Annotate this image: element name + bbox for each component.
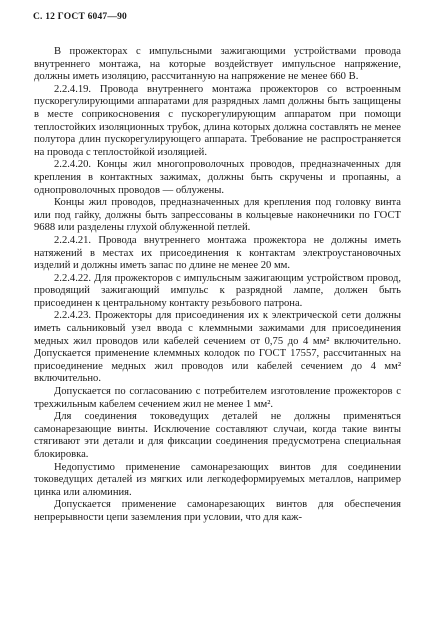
paragraph: 2.2.4.22. Для прожекторов с импульсным зажигающим устройством провод, проводящий зажигающий импульс к разрядной лампе, должен быть присоединен к центральному контакту резьбового патрона. [34,272,401,309]
paragraph: Допускается по согласованию с потребителем изготовление прожекторов с трехжильным кабелем сечением жил не менее 1 мм². [34,386,401,410]
paragraph: 2.2.4.21. Провода внутреннего монтажа прожектора не должны иметь натяжений в местах их присоединения к контактам электроустановочных изделий и должны иметь запас по длине не менее 20 мм. [34,234,401,272]
paragraph: В прожекторах с импульсными зажигающими устройствами провода внутреннего монтажа, на которые воздействует импульсное напряжение, должны иметь изоляцию, рассчитанную на напряжение не менее 660 В. [34,46,401,83]
paragraph: Допускается применение самонарезающих винтов для обеспечения непрерывности цепи заземления при условии, что для каж- [34,499,401,523]
paragraph: 2.2.4.19. Провода внутреннего монтажа прожекторов со встроенным пускорегулирующими аппаратами для разрядных ламп должны быть защищены в месте соприкосновения с пускорегулирующим аппаратом при помощи теплостойких изоляционных трубок, длина которых должна составлять не менее полутора длин пускорегулирующего аппарата. Требование не распространяется на провода с теплостойкой изоляцией. [34,83,401,158]
paragraph: 2.2.4.20. Концы жил многопроволочных проводов, предназначенных для крепления в контактных зажимах, должны быть скручены и пропаяны, а однопроволочных проводов — облужены. [34,159,401,196]
page-header: С. 12 ГОСТ 6047—90 [33,12,127,22]
paragraph: 2.2.4.23. Прожекторы для присоединения их к электрической сети должны иметь сальниковый узел ввода с клеммными зажимами для присоединения медных жил проводов или кабелей сечением от 0,75 до 4 мм² включительно. Допускается применение клеммных колодок по ГОСТ 17557, рассчитанных на присоединение медных жил проводов или кабелей сечением до 4 мм² включительно. [34,310,401,385]
paragraph: Концы жил проводов, предназначенных для крепления под головку винта или под гайку, должны быть запрессованы в кольцевые наконечники по ГОСТ 9688 или разделены глухой облуженной петлей. [34,197,401,234]
document-body [34,46,401,525]
paragraph: Для соединения токоведущих деталей не должны применяться самонарезающие винты. Исключение составляют случаи, когда такие винты стягивают эти детали и для фиксации соединения предусмотрена специальная блокировка. [34,411,401,460]
paragraph: Недопустимо применение самонарезающих винтов для соединении токоведущих деталей из мягких или легкодеформируемых металлов, например цинка или алюминия. [34,461,401,498]
